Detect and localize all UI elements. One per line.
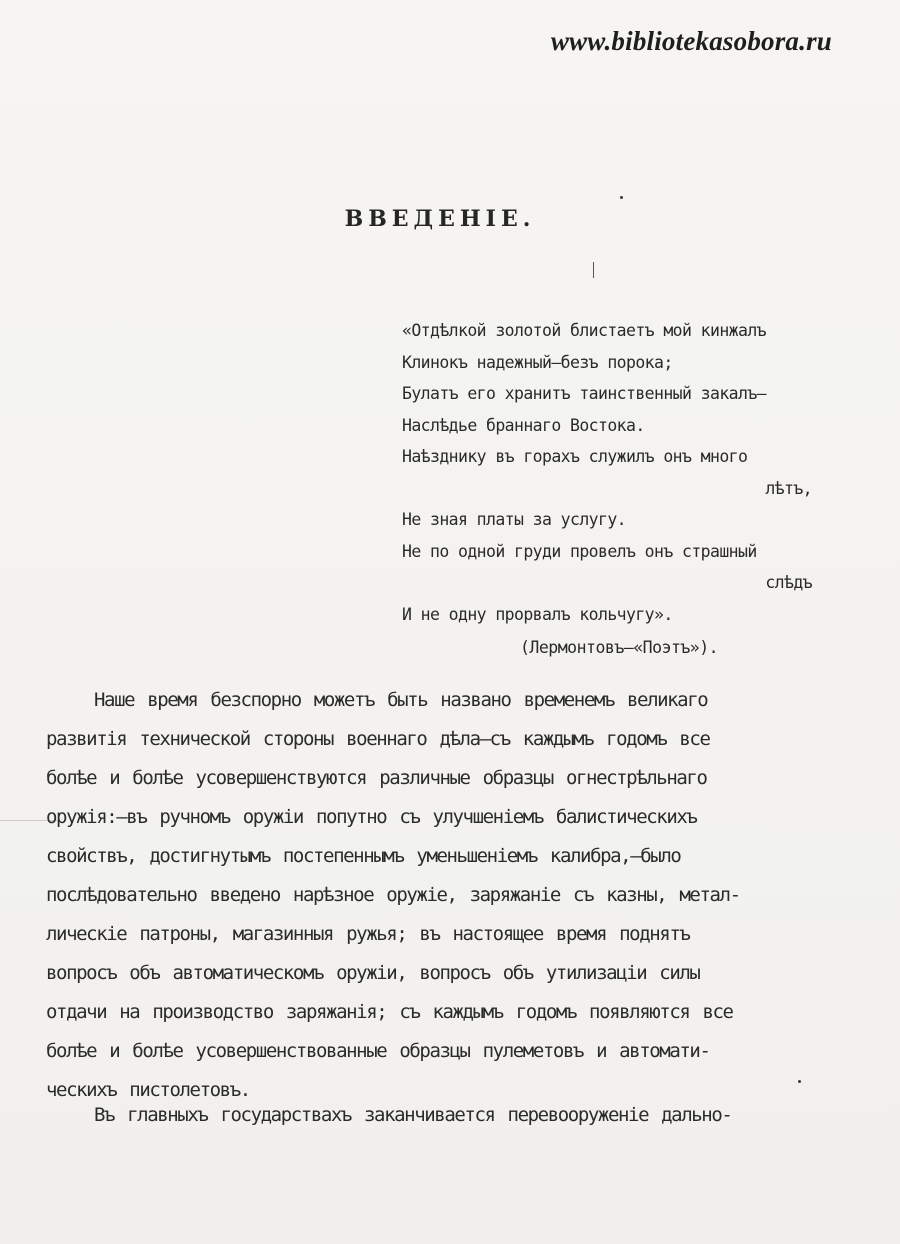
body-line: свойствъ, достигнутымъ постепеннымъ уменьшеніемъ калибра,—было	[46, 845, 681, 867]
epigraph-line: «Отдѣлкой золотой блистаетъ мой кинжалъ	[402, 321, 767, 340]
epigraph-line: Наслѣдье браннаго Востока.	[402, 415, 645, 435]
body-line: отдачи на производство заряжанія; съ каждымъ годомъ появляются все	[46, 1001, 733, 1023]
body-line: оружія:—въ ручномъ оружіи попутно съ улучшеніемъ балистическихъ	[46, 806, 697, 828]
epigraph-line: Клинокъ надежный—безъ порока;	[402, 352, 673, 372]
body-line: развитія технической стороны военнаго дѣла—съ каждымъ годомъ все	[46, 728, 710, 750]
epigraph	[402, 315, 812, 630]
body-paragraph-2: Въ главныхъ государствахъ заканчивается перевооруженіе дально-	[94, 1104, 732, 1126]
body-line: болѣе и болѣе усовершенствуются различные образцы огнестрѣльнаго	[46, 767, 707, 789]
scan-mark	[593, 262, 594, 278]
body-line: Наше время безспорно можетъ быть названо временемъ великаго	[94, 689, 708, 711]
page-title: ВВЕДЕНІЕ.	[344, 206, 536, 232]
body-paragraph-1	[46, 681, 814, 1110]
site-watermark: www.bibliotekasobora.ru	[550, 26, 832, 56]
body-line: ческихъ пистолетовъ.	[46, 1079, 250, 1101]
body-line: послѣдовательно введено нарѣзное оружіе, заряжаніе съ казны, метал-	[46, 884, 740, 906]
epigraph-line: Не по одной груди провелъ онъ страшный	[402, 541, 757, 561]
body-line: вопросъ объ автоматическомъ оружіи, вопросъ объ утилизаціи силы	[46, 962, 700, 984]
scan-speck	[620, 196, 623, 199]
epigraph-line: И не одну прорвалъ кольчугу».	[402, 604, 673, 624]
epigraph-line: Булатъ его хранитъ таинственный закалъ—	[402, 384, 767, 403]
body-line: лическіе патроны, магазинныя ружья; въ настоящее время поднятъ	[46, 923, 690, 945]
epigraph-line: Наѣзднику въ горахъ служилъ онъ много	[402, 447, 748, 466]
epigraph-line-continuation: лѣтъ,	[765, 478, 812, 498]
body-line: болѣе и болѣе усовершенствованные образцы пулеметовъ и автомати-	[46, 1040, 710, 1062]
epigraph-line-continuation: слѣдъ	[765, 573, 812, 592]
epigraph-attribution: (Лермонтовъ—«Поэтъ»).	[520, 638, 719, 657]
epigraph-line: Не зная платы за услугу.	[402, 510, 627, 529]
